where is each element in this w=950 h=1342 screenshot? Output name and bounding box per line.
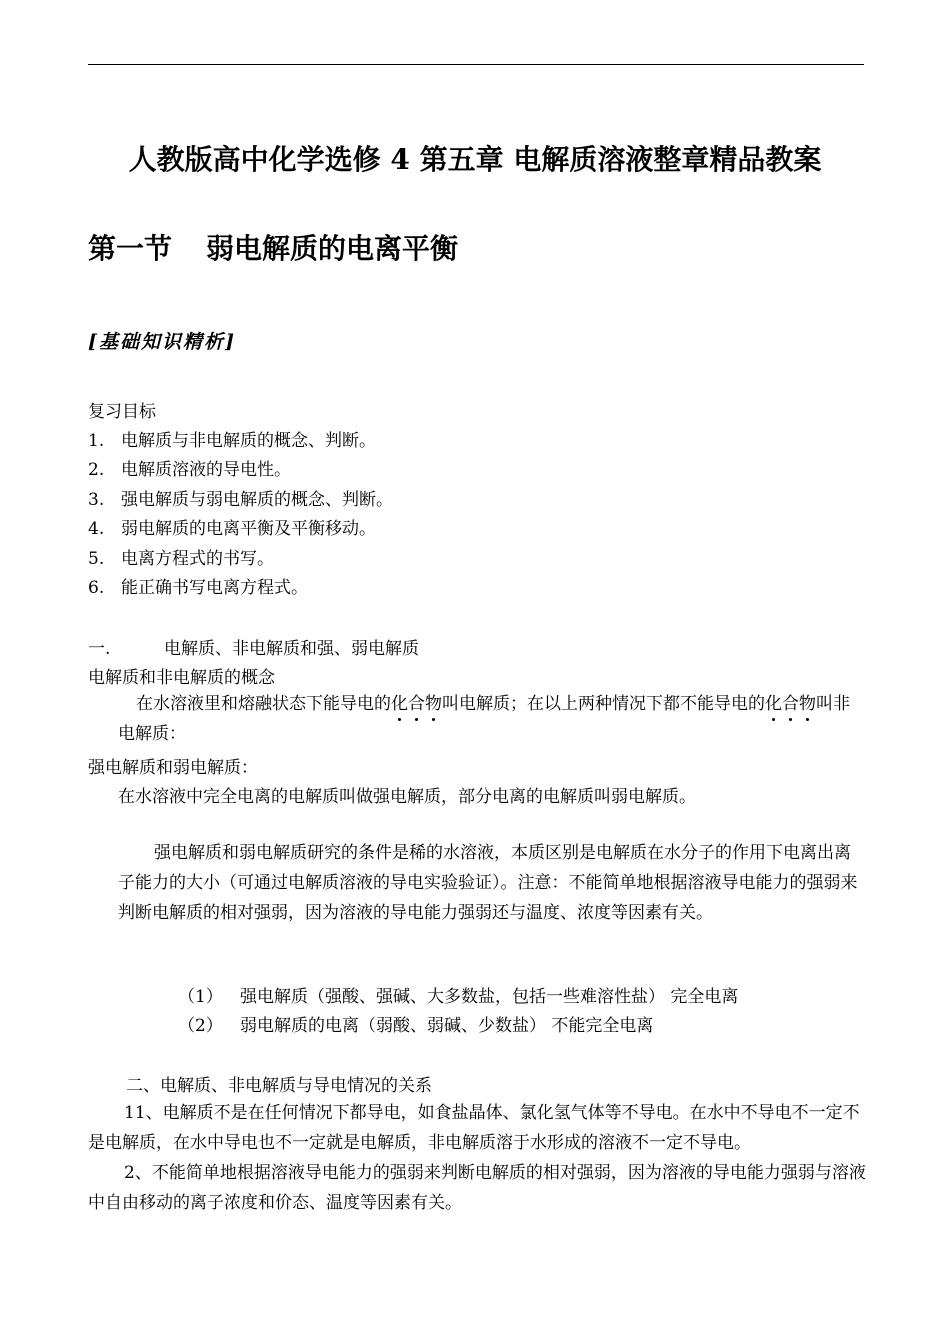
part1-heading: 一. 电解质、非电解质和强、弱电解质 [88, 639, 419, 659]
electrolyte-item: （2） 弱电解质的电离（弱酸、弱碱、少数盐） 不能完全电离 [178, 1016, 654, 1036]
review-item: 5. 电离方程式的书写。 [88, 549, 274, 569]
review-item: 2. 电解质溶液的导电性。 [88, 460, 291, 480]
emphasis-char: 化 [391, 694, 408, 714]
review-item: 4. 弱电解质的电离平衡及平衡移动。 [88, 519, 376, 539]
emphasis-char: 物 [799, 694, 816, 714]
strong-weak-heading: 强电解质和弱电解质： [88, 758, 258, 778]
part2-paragraph-1: 11、电解质不是在任何情况下都导电，如食盐晶体、氯化氢气体等不导电。在水中不导电不一定不是电解质，在水中导电也不一定就是电解质，非电解质溶于水形成的溶液不一定不导电。 [88, 1103, 860, 1153]
review-item: 3. 强电解质与弱电解质的概念、判断。 [88, 490, 393, 510]
section-name: 弱电解质的电离平衡 [206, 232, 459, 265]
section-label: 第一节 [88, 232, 173, 265]
basic-knowledge-heading: [基础知识精析] [88, 331, 236, 353]
review-item: 1. 电解质与非电解质的概念、判断。 [88, 431, 376, 451]
emphasis-char: 合 [408, 694, 425, 714]
emphasis-char: 化 [765, 694, 782, 714]
header-rule [88, 64, 864, 65]
emphasis-dotted [765, 694, 816, 714]
review-item: 6. 能正确书写电离方程式。 [88, 578, 308, 598]
emphasis-char: 合 [782, 694, 799, 714]
part2-paragraph-2: 2、不能简单地根据溶液导电能力的强弱来判断电解质的相对强弱，因为溶液的导电能力强弱与溶液中自由移动的离子浓度和价态、温度等因素有关。 [88, 1163, 866, 1213]
review-heading: 复习目标 [88, 402, 156, 422]
note-paragraph: 强电解质和弱电解质研究的条件是稀的水溶液，本质区别是电解质在水分子的作用下电离出离子能力的大小（可通过电解质溶液的导电实验验证）。注意：不能简单地根据溶液导电能力的强弱来判断电解质的相对强弱，因为溶液的导电能力强弱还与温度、浓度等因素有关。 [118, 843, 858, 923]
concept-definition: 在水溶液里和熔融状态下能导电的化合物叫电解质；在以上两种情况下都不能导电的化合物叫非电解质： [118, 694, 850, 744]
emphasis-dotted [391, 694, 442, 714]
part2-heading: 二、电解质、非电解质与导电情况的关系 [126, 1076, 432, 1096]
electrolyte-item: （1） 强电解质（强酸、强碱、大多数盐，包括一些难溶性盐） 完全电离 [178, 987, 739, 1007]
strong-weak-definition: 在水溶液中完全电离的电解质叫做强电解质，部分电离的电解质叫弱电解质。 [118, 787, 696, 807]
document-title: 人教版高中化学选修 4 第五章 电解质溶液整章精品教案 [128, 143, 822, 176]
section-title [88, 229, 458, 269]
emphasis-char: 物 [425, 694, 442, 714]
concept-heading: 电解质和非电解质的概念 [88, 668, 275, 688]
